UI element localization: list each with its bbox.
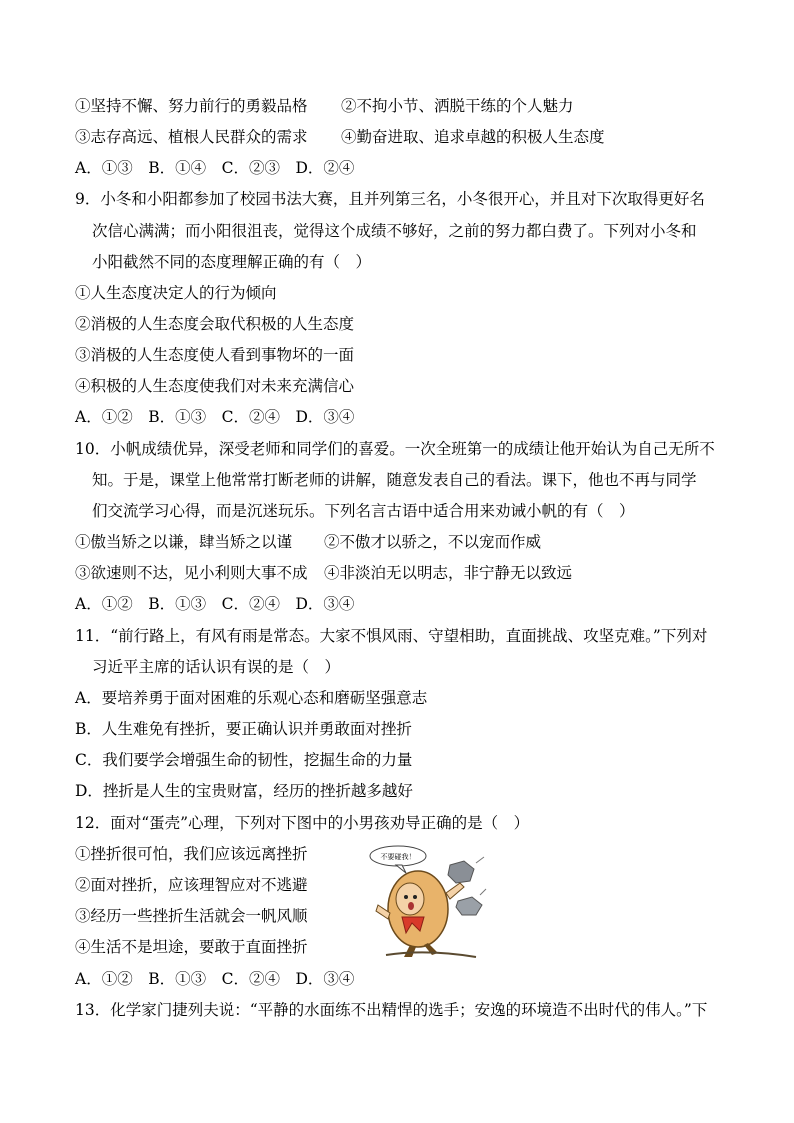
q12-stem: 12．面对“蛋壳”心理，下列对下图中的小男孩劝导正确的是（ ） <box>75 814 530 832</box>
q9-stem-line-3: 小阳截然不同的态度理解正确的有（ ） <box>92 253 372 271</box>
q11-option-d: D．挫折是人生的宝贵财富，经历的挫折越多越好 <box>75 782 413 800</box>
q12-option-1: ①挫折很可怕，我们应该远离挫折 <box>75 845 308 863</box>
q10-option-3: ③欲速则不达，见小利则大事不成 <box>75 564 308 582</box>
q8-answer-choices: A．①③ B．①④ C．②③ D．②④ <box>75 159 355 177</box>
q9-stem-line-1: 9．小冬和小阳都参加了校园书法大赛，且并列第三名，小冬很开心，并且对下次取得更好名 <box>75 190 705 208</box>
q9-answer-choices: A．①② B．①③ C．②④ D．③④ <box>75 408 355 426</box>
q12-option-4: ④生活不是坦途，要敢于直面挫折 <box>75 938 308 956</box>
q10-option-2: ②不傲才以骄之，不以宠而作威 <box>324 533 542 551</box>
q11-option-c: C．我们要学会增强生命的韧性，挖掘生命的力量 <box>75 751 413 769</box>
q12-option-2: ②面对挫折，应该理智应对不逃避 <box>75 876 308 894</box>
q10-stem-line-1: 10．小帆成绩优异，深受老师和同学们的喜爱。一次全班第一的成绩让他开始认为自己无所不 <box>75 440 715 458</box>
q9-option-1: ①人生态度决定人的行为倾向 <box>75 284 277 302</box>
q10-answer-choices: A．①② B．①③ C．②④ D．③④ <box>75 595 355 613</box>
q8-option-4: ④勤奋进取、追求卓越的积极人生态度 <box>341 128 605 146</box>
q10-option-4: ④非淡泊无以明志，非宁静无以致远 <box>324 564 573 582</box>
q11-stem-line-1: 11．“前行路上，有风有雨是常态。大家不惧风雨、守望相助，直面挑战、攻坚克难。”下列对 <box>75 627 708 645</box>
speech-bubble-text: 不要碰我！ <box>380 853 416 861</box>
q8-option-3: ③志存高远、植根人民群众的需求 <box>75 128 308 146</box>
q9-option-4: ④积极的人生态度使我们对未来充满信心 <box>75 377 355 395</box>
q11-stem-line-2: 习近平主席的话认识有误的是（ ） <box>92 658 341 676</box>
q11-option-b: B．人生难免有挫折，要正确认识并勇敢面对挫折 <box>75 720 412 738</box>
q10-stem-line-3: 们交流学习心得，而是沉迷玩乐。下列名言古语中适合用来劝诫小帆的有（ ） <box>92 502 635 520</box>
q13-stem: 13．化学家门捷列夫说：“平静的水面练不出精悍的选手；安逸的环境造不出时代的伟人。”下 <box>75 1001 708 1019</box>
q9-option-2: ②消极的人生态度会取代积极的人生态度 <box>75 315 355 333</box>
q10-stem-line-2: 知。于是，课堂上他常常打断老师的讲解，随意发表自己的看法。课下，他也不再与同学 <box>92 471 697 489</box>
eggshell-boy-illustration <box>366 843 488 961</box>
q9-stem-line-2: 次信心满满；而小阳很沮丧，觉得这个成绩不够好，之前的努力都白费了。下列对小冬和 <box>92 222 697 240</box>
q12-answer-choices: A．①② B．①③ C．②④ D．③④ <box>75 970 355 988</box>
q11-option-a: A．要培养勇于面对困难的乐观心态和磨砺坚强意志 <box>75 689 428 707</box>
q12-option-3: ③经历一些挫折生活就会一帆风顺 <box>75 907 308 925</box>
q10-option-1: ①傲当矫之以谦，肆当矫之以谨 <box>75 533 293 551</box>
q9-option-3: ③消极的人生态度使人看到事物坏的一面 <box>75 346 355 364</box>
q8-option-1: ①坚持不懈、努力前行的勇毅品格 <box>75 97 308 115</box>
q8-option-2: ②不拘小节、洒脱干练的个人魅力 <box>341 97 574 115</box>
